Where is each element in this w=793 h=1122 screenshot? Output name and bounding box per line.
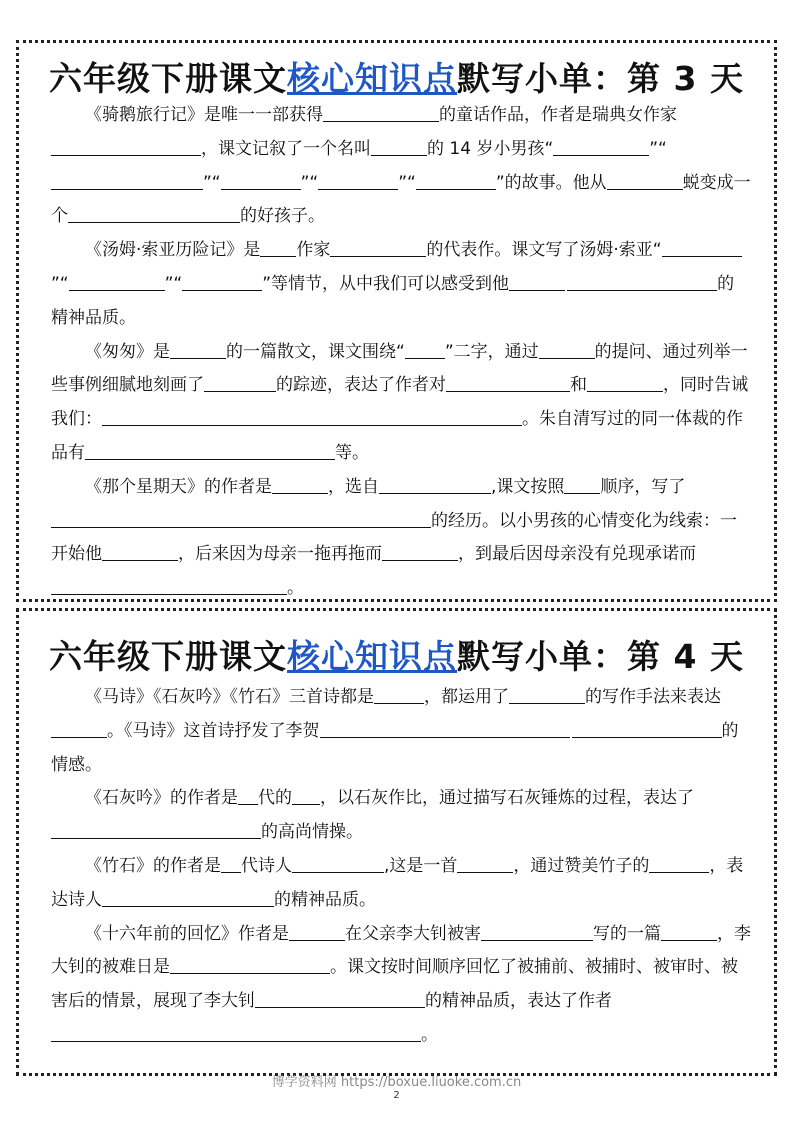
text: 《骑鹅旅行记》是唯一一部获得 xyxy=(85,105,323,125)
text: 。课文按时间顺序回忆了被捕前、被捕时、被审时、被害后的情景，展现了李大钊 xyxy=(51,957,738,1012)
blank[interactable] xyxy=(539,341,595,359)
text: ，到最后因母亲没有兑现承诺而 xyxy=(458,544,696,565)
text: 。 xyxy=(421,1024,438,1045)
text: ，都运用了 xyxy=(424,687,509,707)
blank[interactable] xyxy=(320,720,570,738)
blank[interactable] xyxy=(51,720,107,738)
blank[interactable] xyxy=(567,273,717,291)
text: 的 14 岁小男孩“ xyxy=(427,138,554,159)
text: ，同时告诫我们： xyxy=(51,375,748,430)
text: 。《马诗》这首诗抒发了李贺 xyxy=(107,720,320,741)
text: 的踪迹，表达了作者对 xyxy=(276,375,446,396)
text: 《竹石》的作者是 xyxy=(85,855,221,876)
text: ”等情节，从中我们可以感受到他 xyxy=(262,273,510,294)
blank[interactable] xyxy=(318,172,398,190)
text: 的精神品质。 xyxy=(51,273,735,328)
text: 代的 xyxy=(258,788,292,809)
text: ”二字，通过 xyxy=(444,341,539,362)
blank[interactable] xyxy=(69,273,165,291)
text: ”“ xyxy=(649,138,667,159)
text: 的提问、通过列举一些事例细腻地刻画了 xyxy=(51,341,748,396)
page-number: 2 xyxy=(393,1090,400,1101)
text: 蜕变成一个 xyxy=(51,172,751,227)
blank[interactable] xyxy=(272,476,328,494)
blank[interactable] xyxy=(572,720,722,738)
blank[interactable] xyxy=(102,408,522,426)
text: ”“ xyxy=(51,273,69,294)
blank[interactable] xyxy=(405,341,445,359)
text: 《那个星期天》的作者是 xyxy=(85,476,272,497)
text: 的代表作。课文写了汤姆·索亚“ xyxy=(426,240,662,261)
blank[interactable] xyxy=(323,104,439,122)
day4-paragraph-2 xyxy=(51,782,751,850)
text: ,课文按照 xyxy=(491,476,565,497)
blank[interactable] xyxy=(330,239,426,257)
blank[interactable] xyxy=(170,341,226,359)
text: 的一篇散文，课文围绕“ xyxy=(226,341,405,362)
text: 的好孩子。 xyxy=(240,206,325,227)
blank[interactable] xyxy=(204,374,276,392)
watermark-footer: 博学资料网 https://boxue.liuoke.com.cn xyxy=(271,1075,522,1090)
text: 的童话作品，作者是瑞典女作家 xyxy=(439,105,677,125)
blank[interactable] xyxy=(238,787,258,805)
text: ”“ xyxy=(164,273,183,294)
day4-paragraph-1 xyxy=(51,681,751,782)
text: ，选自 xyxy=(328,476,379,497)
day3-paragraph-1 xyxy=(51,99,751,234)
text: 。 xyxy=(287,578,304,599)
text: 的精神品质，表达了作者 xyxy=(425,991,612,1012)
text: 的经历。以小男孩的心情变化为线索：一开始他 xyxy=(51,510,737,565)
blank[interactable] xyxy=(51,821,261,839)
text: ，李大钊的被难日是 xyxy=(51,923,751,978)
blank[interactable] xyxy=(221,855,241,873)
text: 在父亲李大钊被害 xyxy=(345,923,481,944)
text: 的写作手法来表达 xyxy=(585,687,721,707)
blank[interactable] xyxy=(102,543,178,561)
text: ，通过赞美竹子的 xyxy=(513,855,650,876)
blank[interactable] xyxy=(374,686,424,704)
text: 等。 xyxy=(335,442,369,463)
title-suffix: 默写小单：第 4 天 xyxy=(457,637,744,676)
blank[interactable] xyxy=(51,577,287,595)
blank[interactable] xyxy=(68,205,240,223)
title-highlight: 核心知识点 xyxy=(287,59,458,98)
text: 代诗人 xyxy=(241,855,292,876)
blank[interactable] xyxy=(51,510,431,528)
blank[interactable] xyxy=(260,239,296,257)
blank[interactable] xyxy=(662,239,742,257)
day3-content xyxy=(51,99,751,606)
text: 作家 xyxy=(296,240,331,261)
blank[interactable] xyxy=(587,374,663,392)
blank[interactable] xyxy=(553,138,649,156)
text: 顺序，写了 xyxy=(600,476,686,497)
day4-paragraph-4 xyxy=(51,918,751,1053)
day3-paragraph-3 xyxy=(51,336,751,471)
blank[interactable] xyxy=(182,273,262,291)
blank[interactable] xyxy=(102,889,274,907)
blank[interactable] xyxy=(382,543,458,561)
blank[interactable] xyxy=(289,923,345,941)
title-highlight: 核心知识点 xyxy=(287,637,458,676)
blank[interactable] xyxy=(292,787,320,805)
text: 和 xyxy=(570,375,587,396)
blank[interactable] xyxy=(379,476,491,494)
day4-title xyxy=(19,631,774,678)
title-prefix: 六年级下册课文 xyxy=(49,637,288,676)
blank[interactable] xyxy=(51,1024,421,1042)
blank[interactable] xyxy=(457,855,513,873)
title-prefix: 六年级下册课文 xyxy=(49,59,288,98)
blank[interactable] xyxy=(661,923,717,941)
title-suffix: 默写小单：第 3 天 xyxy=(457,59,744,98)
blank[interactable] xyxy=(564,476,600,494)
blank[interactable] xyxy=(481,923,593,941)
day3-section xyxy=(16,40,777,602)
text: ,这是一首 xyxy=(384,855,458,876)
blank[interactable] xyxy=(85,442,335,460)
text: ”“ xyxy=(300,172,319,193)
day3-title xyxy=(19,53,774,100)
text: ，表达诗人 xyxy=(51,855,744,910)
text: ”“ xyxy=(398,172,416,193)
text: ”的故事。他从 xyxy=(495,172,607,193)
text: 的精神品质。 xyxy=(274,889,376,910)
blank[interactable] xyxy=(292,855,384,873)
day3-paragraph-4 xyxy=(51,471,751,606)
day3-paragraph-2 xyxy=(51,234,751,335)
text: 《十六年前的回忆》作者是 xyxy=(85,923,289,944)
text: 的情感。 xyxy=(51,720,739,775)
blank[interactable] xyxy=(221,172,301,190)
blank[interactable] xyxy=(416,172,496,190)
blank[interactable] xyxy=(51,138,201,156)
text: 《匆匆》是 xyxy=(85,341,170,362)
text: 写的一篇 xyxy=(593,923,661,944)
blank[interactable] xyxy=(607,172,683,190)
blank[interactable] xyxy=(51,172,203,190)
text: ，后来因为母亲一拖再拖而 xyxy=(178,544,382,565)
text: 《石灰吟》的作者是 xyxy=(85,788,238,809)
blank[interactable] xyxy=(509,686,585,704)
text: 《马诗》《石灰吟》《竹石》三首诗都是 xyxy=(85,687,374,707)
blank[interactable] xyxy=(446,374,570,392)
text: ，课文记叙了一个名叫 xyxy=(201,138,371,159)
blank[interactable] xyxy=(509,273,565,291)
blank[interactable] xyxy=(649,855,709,873)
text: ，以石灰作比，通过描写石灰锤炼的过程，表达了 xyxy=(320,788,694,809)
blank[interactable] xyxy=(170,956,330,974)
day4-content xyxy=(51,681,751,1053)
text: 的高尚情操。 xyxy=(261,822,363,843)
text: 《汤姆·索亚历险记》是 xyxy=(85,240,261,261)
blank[interactable] xyxy=(255,990,425,1008)
day4-section xyxy=(16,608,777,1076)
text: ”“ xyxy=(203,172,221,193)
day4-paragraph-3 xyxy=(51,850,751,918)
blank[interactable] xyxy=(371,138,427,156)
text: 。朱自清写过的同一体裁的作品有 xyxy=(51,409,743,463)
